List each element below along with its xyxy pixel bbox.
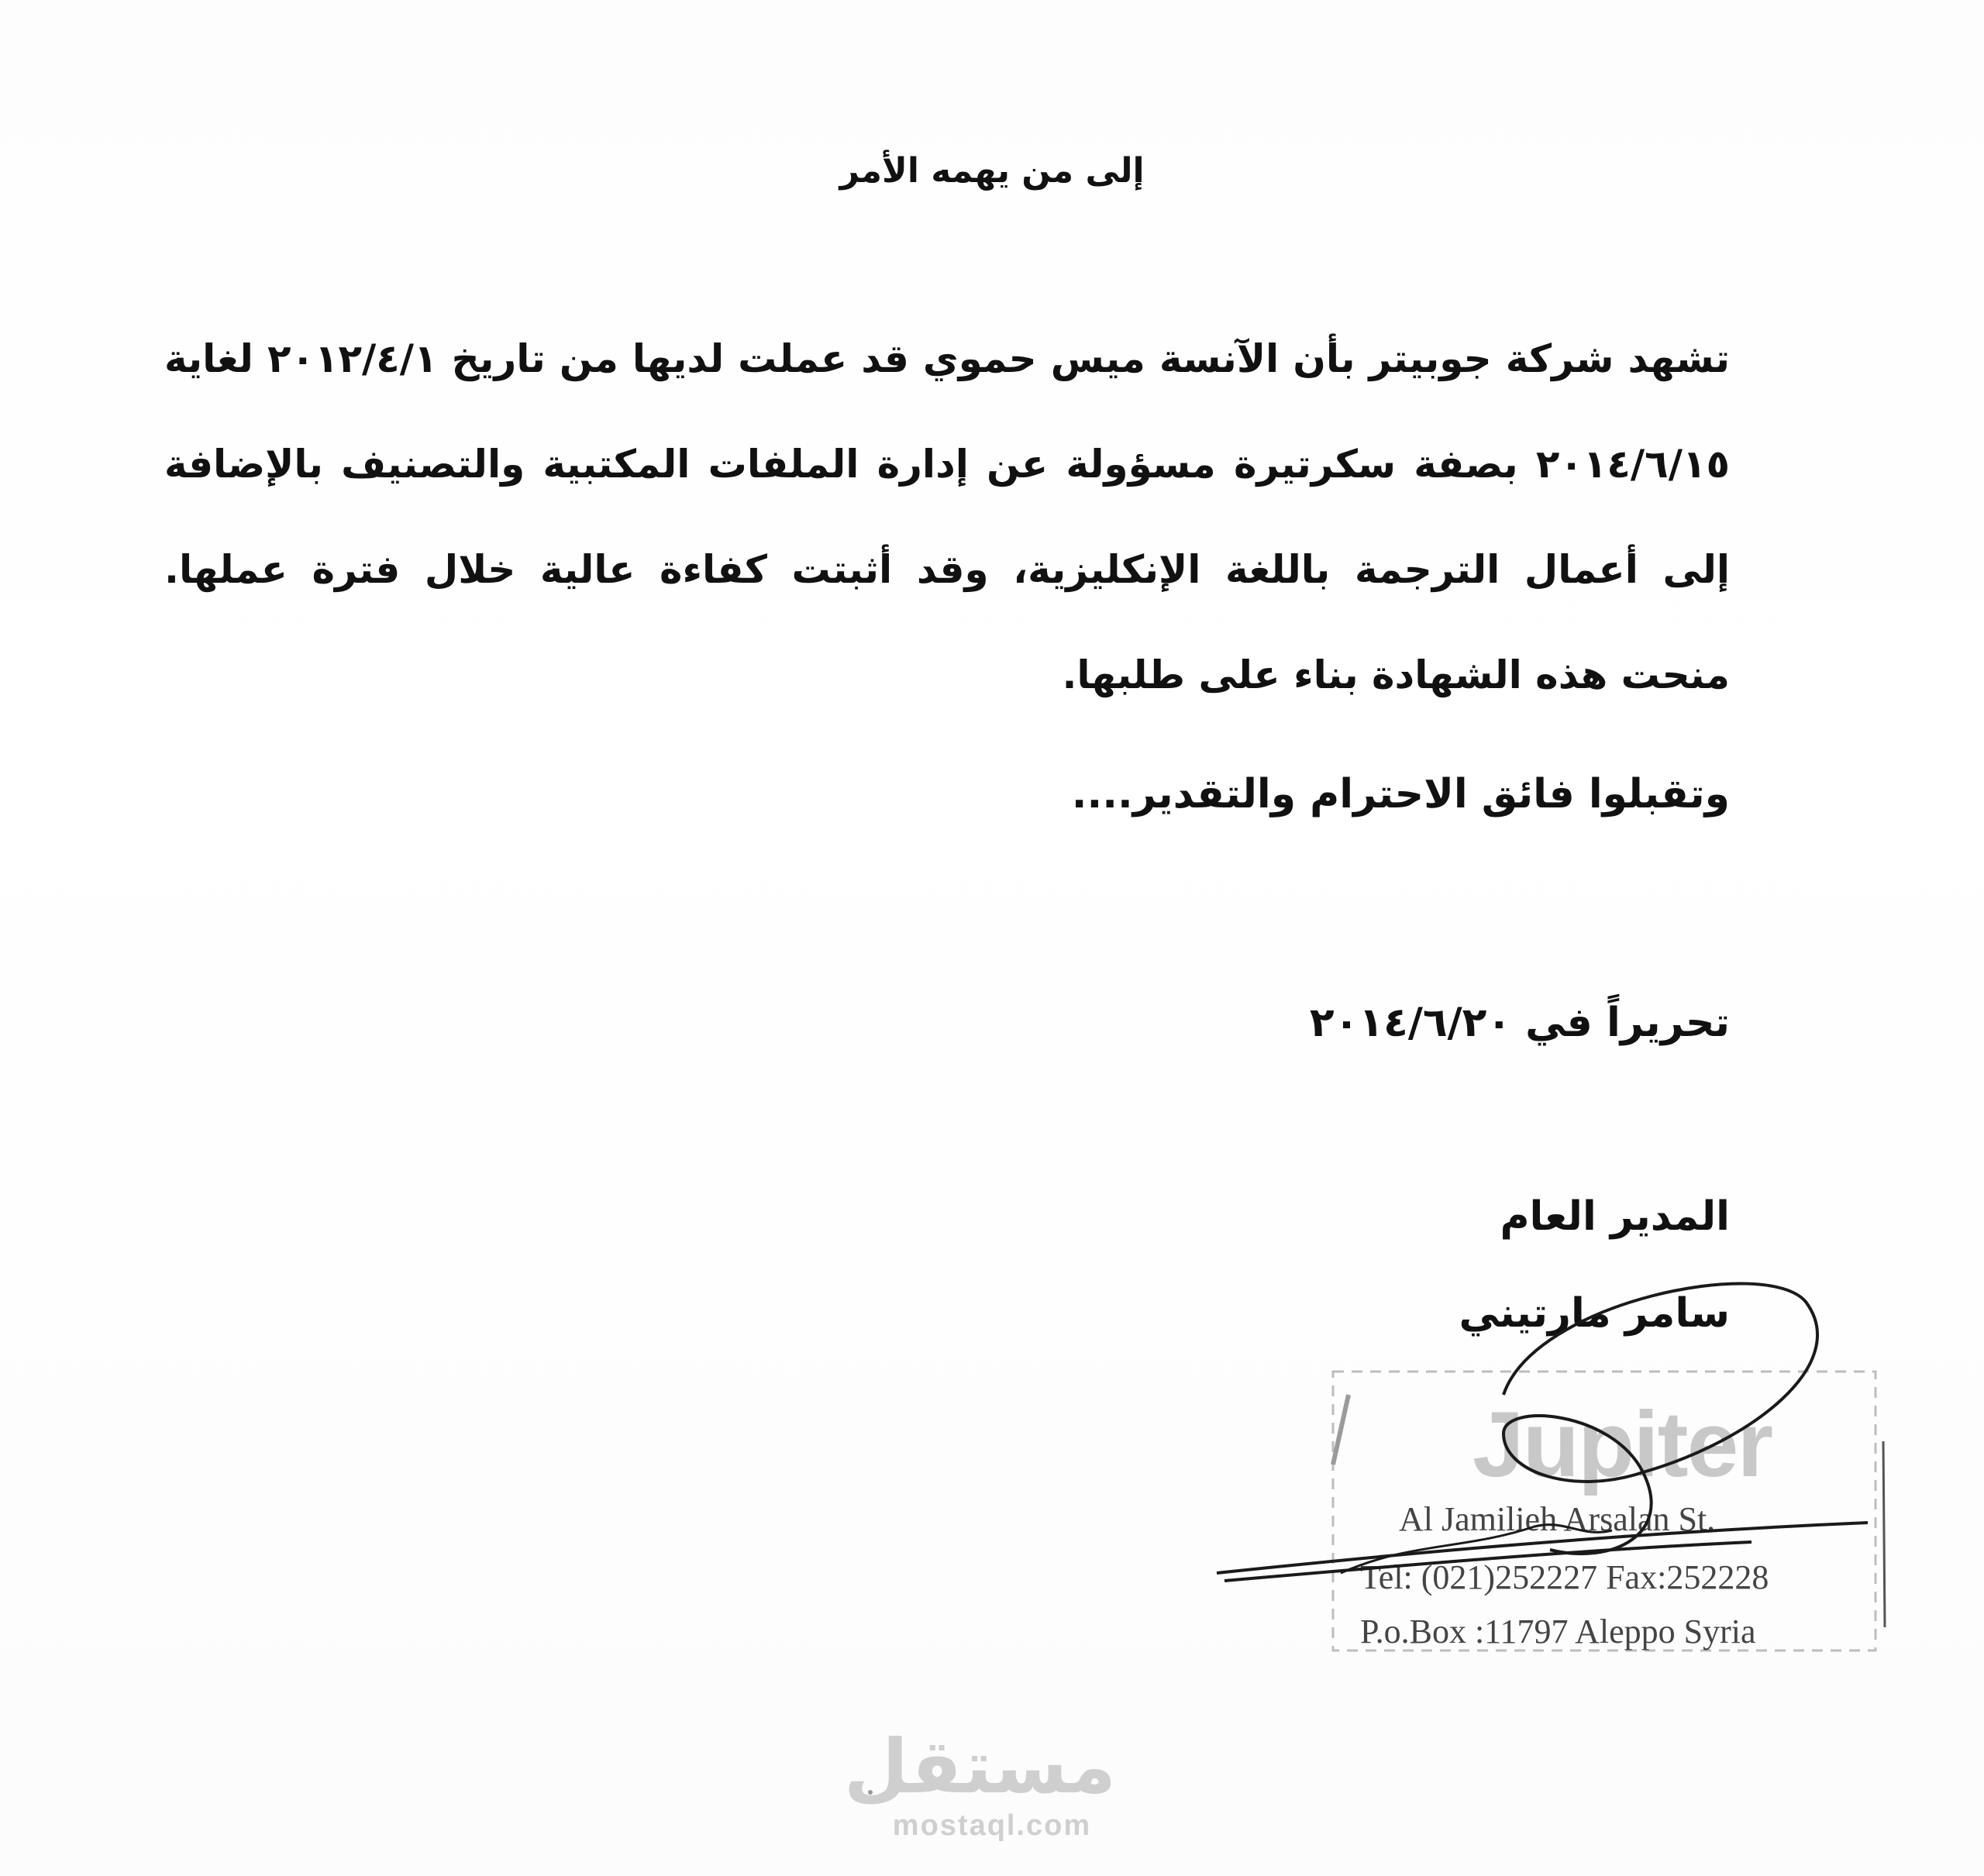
watermark (843, 1723, 1116, 1843)
signatory-name: سامر مارتيني (1459, 1290, 1730, 1337)
letter-date: تحريراً في ٢٠١٤/٦/٢٠ (1309, 1000, 1730, 1046)
stamp-logo: Jupiter (1472, 1392, 1772, 1496)
letter-body: تشهد شركة جوبيتر بأن الآنسة ميس حموي قد عملت لديها من تاريخ ٢٠١٢/٤/١ لغاية ٢٠١٤/٦/١٥ بصفة سكرتيرة مسؤولة عن إدارة الملفات المكتبية والتصنيف بالإضافة إلى أعمال الترجمة باللغة الإنكليزية، وقد أثبتت كفاءة عالية خلال فترة عملها. منحت هذه الشهادة بناء على طلبها. (164, 336, 1730, 697)
watermark-arabic: مستقل (843, 1723, 1116, 1810)
signatory-role: المدير العام (1500, 1193, 1730, 1240)
stamp-address: Al Jamilieh Arsalan St. (1399, 1500, 1716, 1538)
watermark-latin: mostaql.com (892, 1809, 1092, 1842)
stamp-phone: Tel: (021)252227 Fax:252228 (1360, 1558, 1769, 1596)
letter-closing: وتقبلوا فائق الاحترام والتقدير.... (1071, 771, 1730, 818)
letter-title: إلى من يهمه الأمر (839, 151, 1145, 191)
stamp-pobox: P.o.Box :11797 Aleppo Syria (1360, 1613, 1756, 1651)
